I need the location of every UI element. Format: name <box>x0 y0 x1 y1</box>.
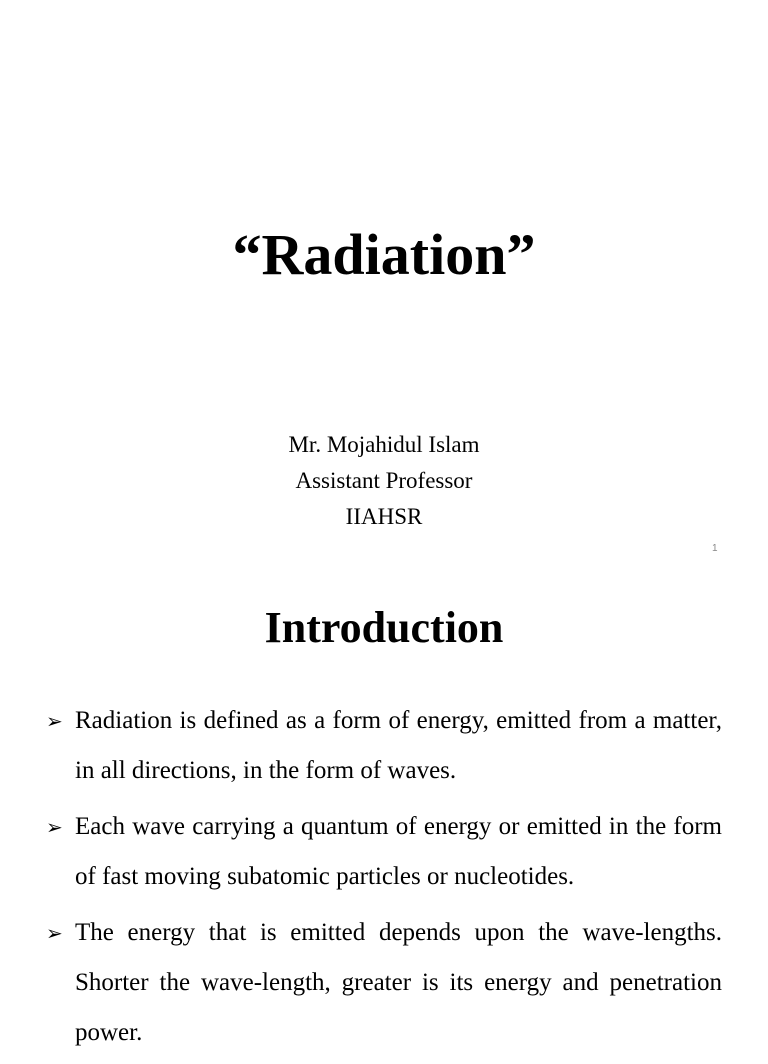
bullet-item <box>46 802 722 902</box>
bullet-list <box>46 696 722 1064</box>
arrow-bullet-icon: ➢ <box>46 921 63 945</box>
bullet-item <box>46 696 722 796</box>
slide-number: 1 <box>712 543 718 554</box>
arrow-bullet-icon: ➢ <box>46 815 63 839</box>
bullet-text: Radiation is defined as a form of energy, emitted from a matter, in all directions, in the form of waves. <box>75 707 722 784</box>
author-name: Mr. Mojahidul Islam <box>288 432 480 457</box>
arrow-bullet-icon: ➢ <box>46 709 63 733</box>
author-institution: IIAHSR <box>345 504 423 529</box>
introduction-slide <box>0 566 768 1046</box>
slide-title: “Radiation” <box>232 222 536 287</box>
slide-heading: Introduction <box>264 603 504 652</box>
bullet-text: The energy that is emitted depends upon the wave-lengths. Shorter the wave-length, greater is its energy and penetration power. <box>75 919 722 1046</box>
bullet-text: Each wave carrying a quantum of energy or emitted in the form of fast moving subatomic particles or nucleotides. <box>75 813 722 890</box>
author-block <box>0 427 768 535</box>
author-position: Assistant Professor <box>295 468 473 493</box>
bullet-item <box>46 908 722 1058</box>
